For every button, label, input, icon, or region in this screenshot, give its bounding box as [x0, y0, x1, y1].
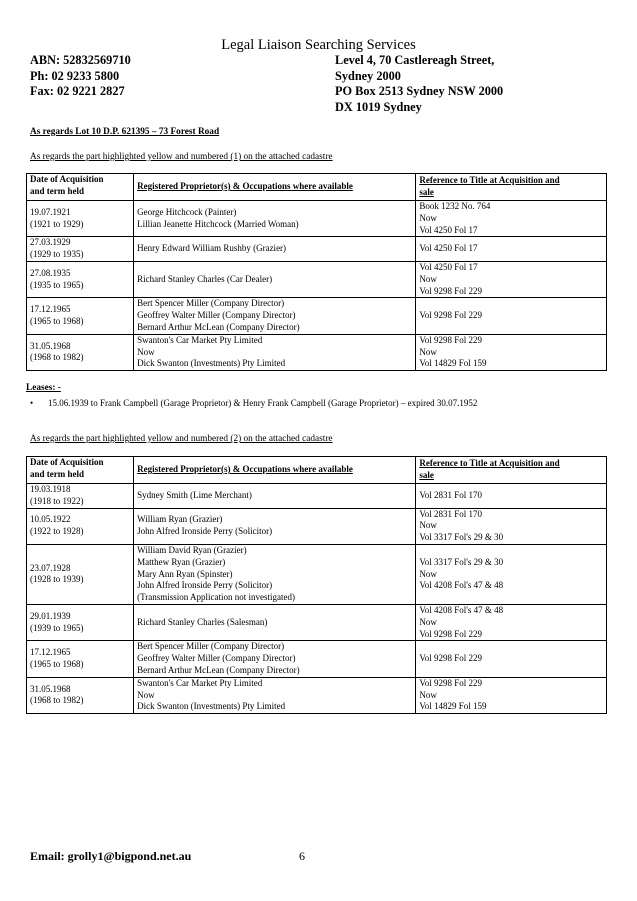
cell-line: Vol 3317 Fol's 29 & 30 — [419, 556, 504, 567]
header-line: and term held — [30, 185, 84, 196]
cell-line: George Hitchcock (Painter) — [137, 206, 237, 217]
table-header-row — [27, 457, 607, 484]
cell-line: Now — [419, 616, 437, 627]
cell-line: Vol 4250 Fol 17 — [419, 261, 478, 272]
date-column-header — [27, 457, 134, 484]
table-row — [27, 298, 607, 334]
cell-line: Now — [419, 520, 437, 531]
reference-cell — [416, 261, 607, 297]
cell-line: (Transmission Application not investigated) — [137, 592, 296, 603]
reference-cell — [416, 544, 607, 604]
date-cell — [27, 261, 134, 297]
cell-line: Dick Swanton (Investments) Pty Limited — [137, 701, 286, 712]
leases-title: Leases: - — [26, 383, 61, 393]
table-row — [27, 508, 607, 544]
date-column-header — [27, 174, 134, 201]
cell-line: Vol 4250 Fol 17 — [419, 224, 478, 235]
address-line: Sydney 2000 — [335, 68, 401, 83]
address-block — [335, 53, 503, 115]
proprietors-column-header — [134, 174, 416, 201]
cell-line: Vol 14829 Fol 159 — [419, 701, 487, 712]
cell-line: Vol 4208 Fol's 47 & 48 — [419, 604, 504, 615]
page-number: 6 — [299, 849, 305, 863]
cell-line: 19.03.1918 — [30, 484, 71, 494]
reference-cell — [416, 677, 607, 713]
table-row — [27, 237, 607, 262]
lease-text: 15.06.1939 to Frank Campbell (Garage Proprietor) & Henry Frank Campbell (Garage Proprietor) – expired 30.07.1952 — [48, 398, 478, 408]
date-cell — [27, 484, 134, 509]
date-cell — [27, 604, 134, 640]
date-cell — [27, 334, 134, 370]
cell-line: (1921 to 1929) — [30, 218, 84, 229]
table-row — [27, 484, 607, 509]
reference-cell — [416, 201, 607, 237]
company-name: Legal Liaison Searching Services — [221, 37, 416, 53]
header-line: Reference to Title at Acquisition and — [419, 458, 560, 469]
cell-line: Geoffrey Walter Miller (Company Director) — [137, 310, 296, 321]
header-line: Reference to Title at Acquisition and — [419, 175, 560, 186]
cell-line: Now — [419, 273, 437, 284]
table-row — [27, 201, 607, 237]
table-row — [27, 641, 607, 677]
cell-line: Bernard Arthur McLean (Company Director) — [137, 321, 300, 332]
cell-line: Now — [419, 346, 437, 357]
date-cell — [27, 544, 134, 604]
header-line: Date of Acquisition — [30, 174, 104, 184]
proprietors-cell — [134, 237, 416, 262]
cell-line: Richard Stanley Charles (Car Dealer) — [137, 273, 273, 284]
part1-heading: As regards the part highlighted yellow and numbered (1) on the attached cadastre — [30, 152, 333, 162]
cell-line: Vol 9298 Fol 229 — [419, 310, 482, 321]
cell-line: Matthew Ryan (Grazier) — [137, 556, 226, 567]
address-line: PO Box 2513 Sydney NSW 2000 — [335, 84, 504, 98]
reference-cell — [416, 508, 607, 544]
cell-line: Geoffrey Walter Miller (Company Director) — [137, 653, 296, 664]
cell-line: Vol 9298 Fol 229 — [419, 653, 482, 664]
cell-line: 29.01.1939 — [30, 610, 71, 621]
reference-cell — [416, 484, 607, 509]
abn-line: ABN: 52832569710 — [30, 53, 131, 67]
contact-details — [30, 53, 131, 100]
cell-line: 31.05.1968 — [30, 683, 71, 694]
cell-line: Swanton's Car Market Pty Limited — [137, 334, 263, 345]
header-line: and term held — [30, 468, 84, 479]
title-history-table-part2 — [26, 456, 607, 714]
proprietors-cell — [134, 604, 416, 640]
phone-line: Ph: 02 9233 5800 — [30, 68, 120, 83]
cell-line: (1935 to 1965) — [30, 279, 84, 290]
table-row — [27, 604, 607, 640]
reference-cell — [416, 334, 607, 370]
cell-line: 31.05.1968 — [30, 340, 71, 351]
cell-line: William Ryan (Grazier) — [137, 514, 223, 525]
reference-cell — [416, 237, 607, 262]
cell-line: 10.05.1922 — [30, 514, 71, 525]
cell-line: 23.07.1928 — [30, 562, 71, 573]
date-cell — [27, 677, 134, 713]
cell-line: Bert Spencer Miller (Company Director) — [137, 298, 285, 309]
cell-line: Bert Spencer Miller (Company Director) — [137, 641, 285, 652]
cell-line: Lillian Jeanette Hitchcock (Married Woman) — [137, 218, 299, 229]
proprietors-cell — [134, 641, 416, 677]
cell-line: Now — [137, 346, 155, 357]
proprietors-cell — [134, 201, 416, 237]
proprietors-cell — [134, 508, 416, 544]
date-cell — [27, 298, 134, 334]
table-row — [27, 544, 607, 604]
cell-line: 17.12.1965 — [30, 647, 71, 658]
proprietors-cell — [134, 334, 416, 370]
cell-line: (1929 to 1935) — [30, 249, 84, 260]
cell-line: Now — [419, 568, 437, 579]
cell-line: Now — [419, 689, 437, 700]
cell-line: (1922 to 1928) — [30, 526, 84, 537]
proprietors-cell — [134, 298, 416, 334]
cell-line: John Alfred Ironside Perry (Solicitor) — [137, 526, 273, 537]
title-history-table-part1 — [26, 173, 607, 371]
reference-cell — [416, 604, 607, 640]
cell-line: Vol 9298 Fol 229 — [419, 677, 482, 688]
part2-heading: As regards the part highlighted yellow and numbered (2) on the attached cadastre — [30, 434, 333, 444]
cell-line: Vol 9298 Fol 229 — [419, 628, 482, 639]
cell-line: Now — [137, 689, 155, 700]
date-cell — [27, 641, 134, 677]
reference-column-header — [416, 457, 607, 484]
cell-line: Vol 3317 Fol's 29 & 30 — [419, 532, 504, 543]
table-row — [27, 334, 607, 370]
cell-line: William David Ryan (Grazier) — [137, 544, 247, 555]
fax-line: Fax: 02 9221 2827 — [30, 84, 125, 98]
cell-line: (1965 to 1968) — [30, 316, 84, 327]
cell-line: 19.07.1921 — [30, 206, 71, 217]
cell-line: Vol 14829 Fol 159 — [419, 358, 487, 369]
cell-line: Dick Swanton (Investments) Pty Limited — [137, 358, 286, 369]
header-line: Registered Proprietor(s) & Occupations where available — [137, 181, 353, 192]
bullet-icon: • — [30, 398, 34, 408]
cell-line: Sydney Smith (Lime Merchant) — [137, 489, 252, 500]
reference-cell — [416, 298, 607, 334]
cell-line: Book 1232 No. 764 — [419, 201, 491, 211]
header-line: Date of Acquisition — [30, 457, 104, 467]
cell-line: (1918 to 1922) — [30, 495, 84, 506]
cell-line: Vol 2831 Fol 170 — [419, 508, 482, 519]
header-line: Registered Proprietor(s) & Occupations where available — [137, 464, 353, 475]
table-row — [27, 677, 607, 713]
header-line: sale — [419, 187, 434, 197]
footer-email: Email: grolly1@bigpond.net.au — [30, 849, 192, 863]
proprietors-cell — [134, 544, 416, 604]
proprietors-column-header — [134, 457, 416, 484]
cell-line: Henry Edward William Rushby (Grazier) — [137, 243, 287, 254]
date-cell — [27, 508, 134, 544]
cell-line: John Alfred Ironside Perry (Solicitor) — [137, 580, 273, 591]
lease-item — [30, 398, 477, 408]
cell-line: 27.03.1929 — [30, 237, 71, 248]
cell-line: Vol 4208 Fol's 47 & 48 — [419, 580, 504, 591]
cell-line: Now — [419, 212, 437, 223]
address-line: Level 4, 70 Castlereagh Street, — [335, 53, 495, 67]
cell-line: 27.08.1935 — [30, 267, 71, 278]
cell-line: Vol 9298 Fol 229 — [419, 334, 482, 345]
cell-line: Vol 4250 Fol 17 — [419, 243, 478, 254]
cell-line: (1965 to 1968) — [30, 659, 84, 670]
proprietors-cell — [134, 484, 416, 509]
cell-line: Swanton's Car Market Pty Limited — [137, 677, 263, 688]
cell-line: Richard Stanley Charles (Salesman) — [137, 616, 268, 627]
header-line: sale — [419, 470, 434, 480]
date-cell — [27, 201, 134, 237]
cell-line: (1928 to 1939) — [30, 574, 84, 585]
proprietors-cell — [134, 261, 416, 297]
lot-title: As regards Lot 10 D.P. 621395 – 73 Forest Road — [30, 127, 220, 137]
table-row — [27, 261, 607, 297]
reference-cell — [416, 641, 607, 677]
cell-line: (1968 to 1982) — [30, 695, 84, 706]
cell-line: (1939 to 1965) — [30, 622, 84, 633]
reference-column-header — [416, 174, 607, 201]
table-header-row — [27, 174, 607, 201]
cell-line: Mary Ann Ryan (Spinster) — [137, 568, 233, 579]
address-line: DX 1019 Sydney — [335, 99, 422, 114]
cell-line: Bernard Arthur McLean (Company Director) — [137, 664, 300, 675]
date-cell — [27, 237, 134, 262]
cell-line: (1968 to 1982) — [30, 352, 84, 363]
proprietors-cell — [134, 677, 416, 713]
cell-line: Vol 2831 Fol 170 — [419, 489, 482, 500]
cell-line: Vol 9298 Fol 229 — [419, 285, 482, 296]
cell-line: 17.12.1965 — [30, 304, 71, 315]
